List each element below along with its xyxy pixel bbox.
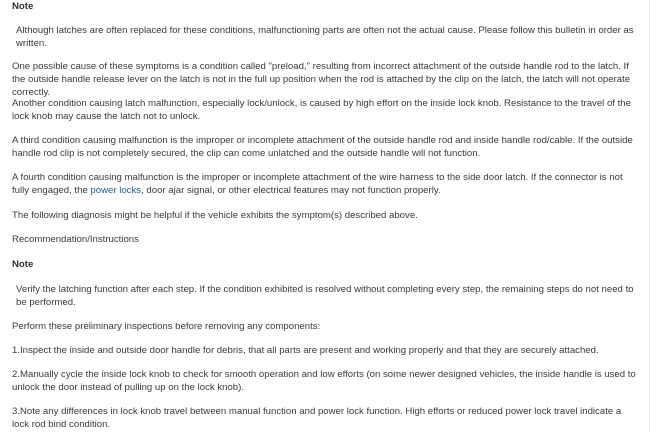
paragraph-preliminary: Perform these preliminary inspections before removing any components: [12, 321, 321, 332]
paragraph-diagnosis: The following diagnosis might be helpful if the vehicle exhibits the symptom(s) described above. [12, 210, 418, 221]
note-heading: Note [12, 1, 34, 12]
step-3: 3.Note any differences in lock knob travel between manual function and power lock function. High efforts or reduced power lock travel indicate a lock rod bind condition. [12, 406, 622, 430]
paragraph-wire-harness-text-a: A fourth condition causing malfunction is the improper or incomplete attachment of the wire harness to the side door latch. If the connector is not fully engaged, the [12, 172, 623, 196]
step-1: 1.Inspect the inside and outside door handle for debris, that all parts are present and working properly and that they are securely attached. [12, 345, 599, 356]
paragraph-wire-harness-text-b: , door ajar signal, or other electrical features may not function properly. [141, 185, 441, 196]
paragraph-lock-knob: Another condition causing latch malfunction, especially lock/unlock, is caused by high effort on the inside lock knob. Resistance to the travel of the lock knob may cause the latch not to unlock. [12, 98, 631, 122]
power-locks-link[interactable]: power locks [90, 185, 142, 196]
note-heading-2: Note [12, 259, 34, 270]
paragraph-handle-rod: A third condition causing malfunction is the improper or incomplete attachment of the outside handle rod and inside handle rod/cable. If the outside handle rod clip is not completely secured, the clip can come unlatched and the outside handle will not function. [12, 135, 633, 159]
note-text-2: Verify the latching function after each step. If the condition exhibited is resolved without completing every step, the remaining steps do not need to be performed. [16, 284, 634, 308]
paragraph-wire-harness [12, 171, 640, 197]
paragraph-preload: One possible cause of these symptoms is a condition called "preload," resulting from incorrect attachment of the outside handle rod to the latch. If the outside handle release lever on the latch is not in the full up position when the rod is attached by the clip on the latch, the latch will not operate correctly. [12, 61, 631, 98]
recommendation-heading: Recommendation/Instructions [12, 234, 139, 245]
note-text: Although latches are often replaced for these conditions, malfunctioning parts are often not the actual cause. Please follow this bulletin in order as written. [16, 25, 634, 49]
step-2: 2.Manually cycle the inside lock knob to check for smooth operation and low efforts (on some newer designed vehicles, the inside handle is used to unlock the door instead of pulling up on the lock knob). [12, 369, 636, 393]
